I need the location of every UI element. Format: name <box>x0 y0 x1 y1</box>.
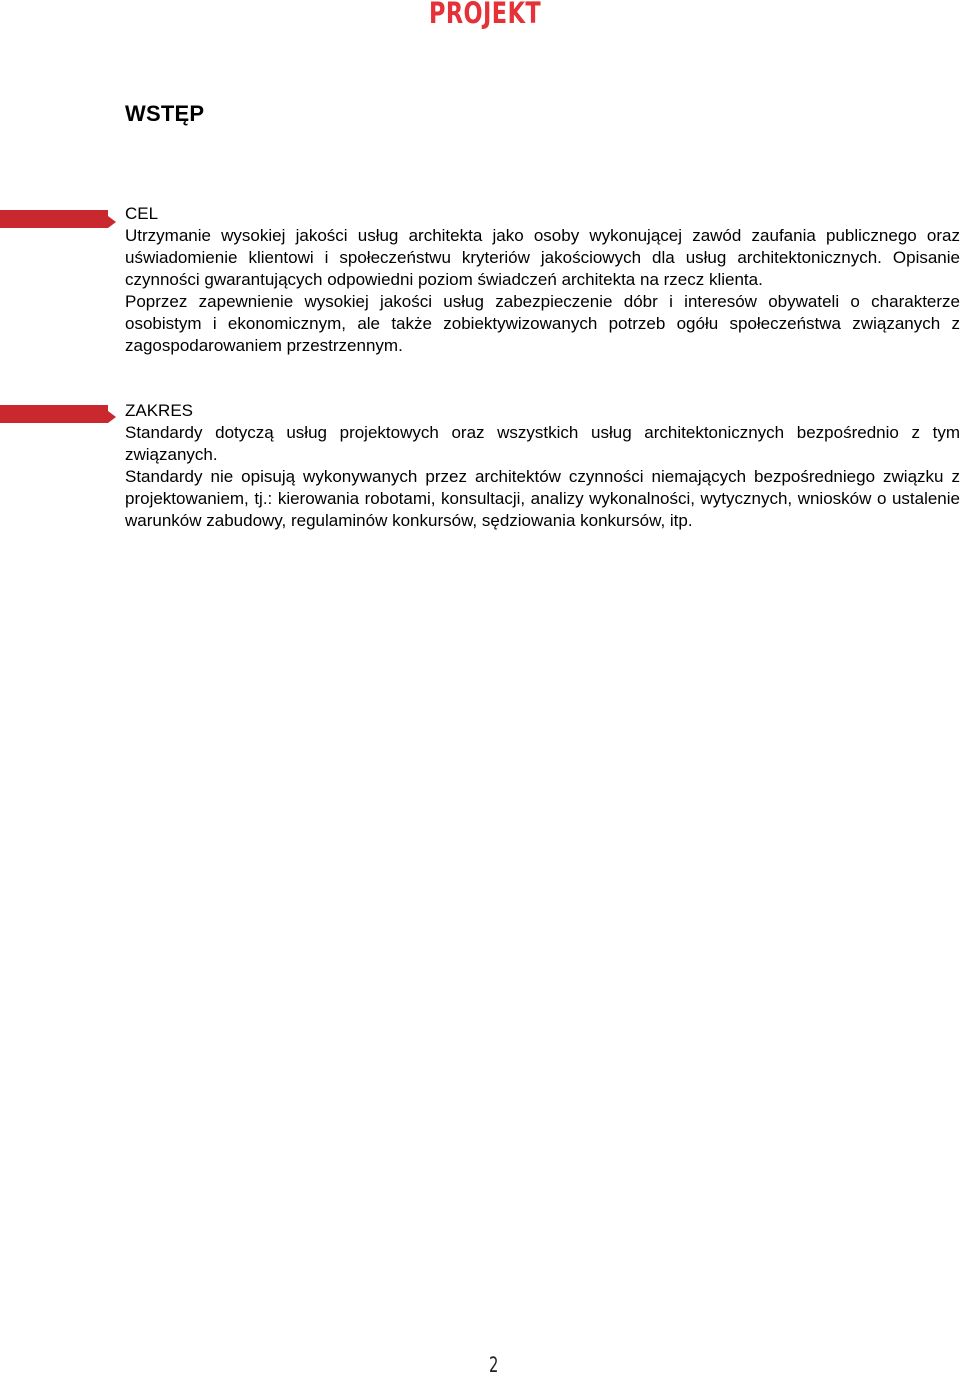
document-header-title: PROJEKT <box>428 0 542 30</box>
cel-section-marker <box>0 210 108 228</box>
zakres-section-marker <box>0 405 108 423</box>
cel-paragraph-2: Poprzez zapewnienie wysokiej jakości usług zabezpieczenie dóbr i interesów obywateli o charakterze osobistym i ekonomicznym, ale także zobiektywizowanych potrzeb ogółu społeczeństwa związanych z zagospodarowaniem przestrzennym. <box>125 292 960 355</box>
zakres-section <box>125 400 960 532</box>
cel-paragraph-1: Utrzymanie wysokiej jakości usług architekta jako osoby wykonującej zawód zaufania publicznego oraz uświadomienie klientowi i społeczeństwu kryteriów jakościowych dla usług architektonicznych. Opisanie czynności gwarantujących odpowiedni poziom świadczeń architekta na rzecz klienta. <box>125 226 960 289</box>
cel-label: CEL <box>125 204 159 223</box>
page-number: 2 <box>488 1353 499 1377</box>
cel-section <box>125 203 960 357</box>
zakres-paragraph-2: Standardy nie opisują wykonywanych przez architektów czynności niemających bezpośredniego związku z projektowaniem, tj.: kierowania robotami, konsultacji, analizy wykonalności, wytycznych, wniosków o ustalenie warunków zabudowy, regulaminów konkursów, sędziowania konkursów, itp. <box>125 467 960 530</box>
zakres-label: ZAKRES <box>125 401 194 420</box>
section-heading: WSTĘP <box>125 101 205 126</box>
zakres-paragraph-1: Standardy dotyczą usług projektowych oraz wszystkich usług architektonicznych bezpośrednio z tym związanych. <box>125 423 960 464</box>
